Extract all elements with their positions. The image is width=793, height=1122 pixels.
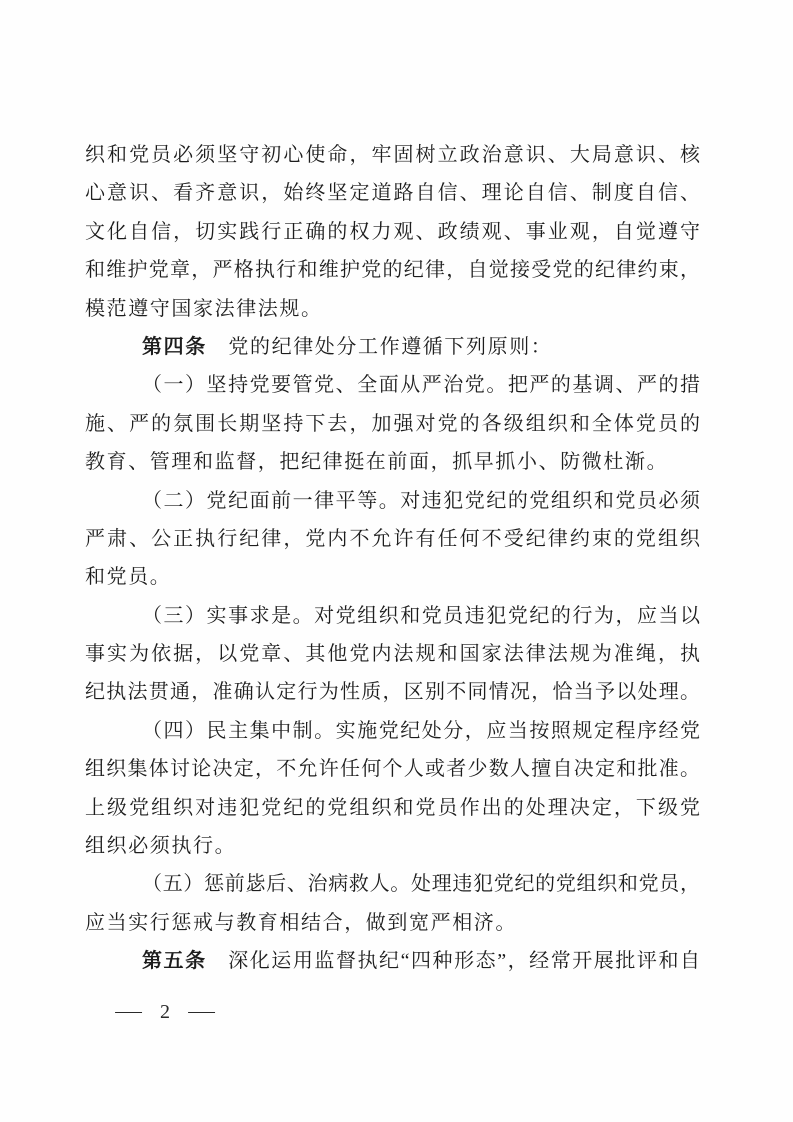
text-line: （四）民主集中制。实施党纪处分，应当按照规定程序经党 xyxy=(142,719,700,742)
text-line: （五）惩前毖后、治病救人。处理违犯党纪的党组织和党员， xyxy=(142,873,700,896)
article-heading-line xyxy=(85,942,700,980)
footer-dash-left: — xyxy=(115,1001,142,1022)
text-line: 组织必须执行。 xyxy=(85,835,237,858)
text-line: （二）党纪面前一律平等。对违犯党纪的党组织和党员必须 xyxy=(142,489,700,512)
text-line: 模范遵守国家法律法规。 xyxy=(85,297,323,320)
footer-dash-right: — xyxy=(188,1001,215,1022)
text-line: 应当实行惩戒与教育相结合，做到宽严相济。 xyxy=(85,911,517,934)
text-line: （三）实事求是。对党组织和党员违犯党纪的行为，应当以 xyxy=(142,604,700,627)
article-number: 第五条 xyxy=(142,950,207,973)
text-line: 纪执法贯通，准确认定行为性质，区别不同情况，恰当予以处理。 xyxy=(85,681,700,704)
article-heading-text: 深化运用监督执纪“四种形态”，经常开展批评和自 xyxy=(206,950,701,973)
document-body xyxy=(85,136,700,981)
text-line: 教育、管理和监督，把纪律挺在前面，抓早抓小、防微杜渐。 xyxy=(85,451,669,474)
text-line: 和维护党章，严格执行和维护党的纪律，自觉接受党的纪律约束， xyxy=(85,259,700,282)
text-line: 施、严的氛围长期坚持下去，加强对党的各级组织和全体党员的 xyxy=(85,412,700,435)
text-line: 心意识、看齐意识，始终坚定道路自信、理论自信、制度自信、 xyxy=(85,182,700,205)
page-number: 2 xyxy=(160,1001,170,1023)
text-line: 严肃、公正执行纪律，党内不允许有任何不受纪律约束的党组织 xyxy=(85,527,700,550)
text-line: 组织集体讨论决定，不允许任何个人或者少数人擅自决定和批准。 xyxy=(85,758,700,781)
text-line: 事实为依据，以党章、其他党内法规和国家法律法规为准绳，执 xyxy=(85,643,700,666)
article-heading-text: 党的纪律处分工作遵循下列原则： xyxy=(206,335,553,358)
text-line: 上级党组织对违犯党纪的党组织和党员作出的处理决定，下级党 xyxy=(85,796,700,819)
article-heading-line xyxy=(85,328,700,366)
page-footer xyxy=(115,1000,215,1024)
article-number: 第四条 xyxy=(142,335,207,358)
text-line: 织和党员必须坚守初心使命，牢固树立政治意识、大局意识、核 xyxy=(85,144,700,166)
text-line: 和党员。 xyxy=(85,566,172,589)
text-line: （一）坚持党要管党、全面从严治党。把严的基调、严的措 xyxy=(142,374,700,397)
text-line: 文化自信，切实践行正确的权力观、政绩观、事业观，自觉遵守 xyxy=(85,220,700,243)
